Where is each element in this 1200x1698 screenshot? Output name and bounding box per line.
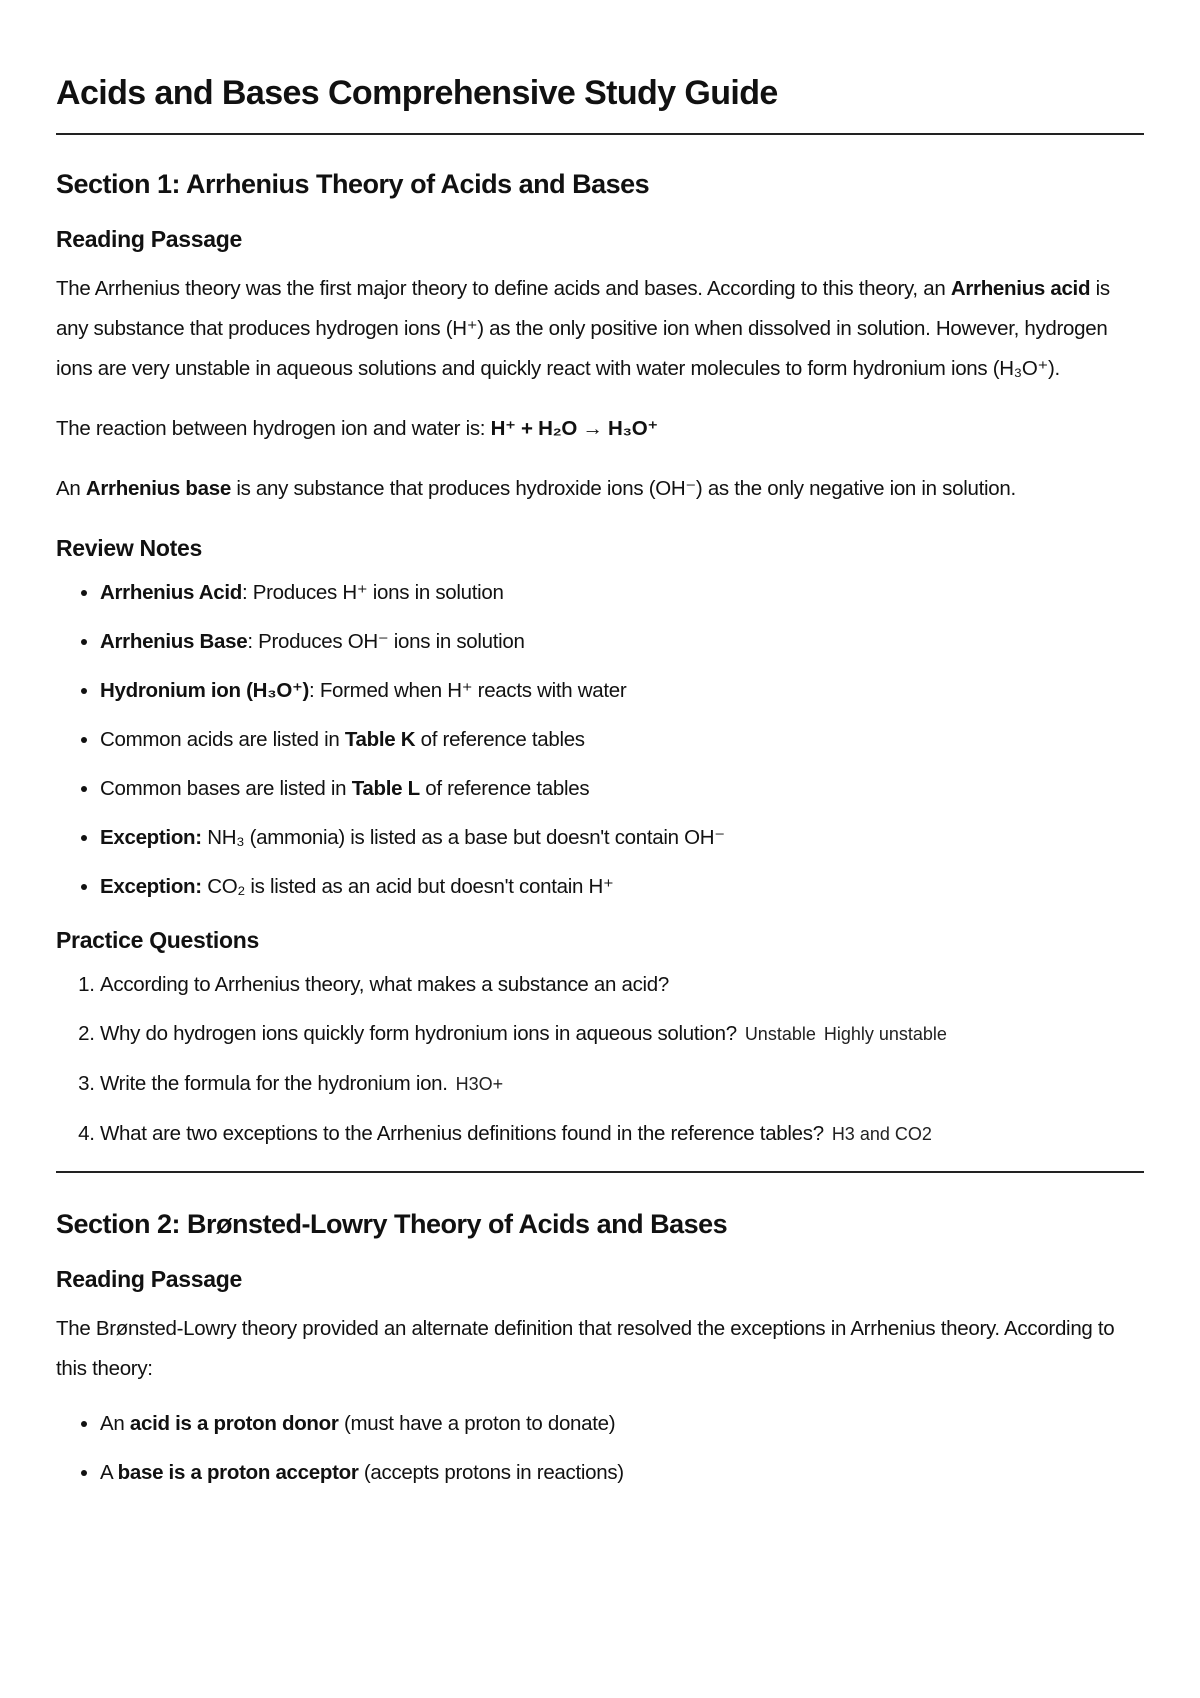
term-arrhenius-acid: Arrhenius acid <box>950 277 1091 300</box>
section-1-paragraph-1: The Arrhenius theory was the first major theory to define acids and bases. According to this theory, an Arrhenius acid is any substance that produces hydrogen ions (H⁺) as the only positive ion when dissolved in solution. However, hydrogen ions are very unstable in aqueous solutions and quickly react with water molecules to form hydronium ions (H₃O⁺). <box>56 277 1110 380</box>
section-2-heading: Section 2: Brønsted-Lowry Theory of Acids and Bases <box>56 1209 728 1239</box>
section-2-bullets <box>56 1409 1144 1487</box>
section-1 <box>56 169 1144 1149</box>
list-item: • A base is a proton acceptor (accepts protons in reactions) <box>100 1458 1144 1487</box>
list-item: • An acid is a proton donor (must have a proton to donate) <box>100 1409 1144 1438</box>
section-2-reading-heading: Reading Passage <box>56 1266 242 1292</box>
practice-question: 4. What are two exceptions to the Arrhenius definitions found in the reference tables? H3 and CO2 <box>100 1119 1144 1149</box>
list-item: • Arrhenius Base: Produces OH⁻ ions in solution <box>100 627 1144 656</box>
practice-questions-list <box>56 970 1144 1149</box>
section-2-paragraph-1: The Brønsted-Lowry theory provided an alternate definition that resolved the exceptions in Arrhenius theory. According to this theory: <box>56 1317 1115 1380</box>
list-item: • Exception: NH₃ (ammonia) is listed as a base but doesn't contain OH⁻ <box>100 823 1144 852</box>
practice-question: 2. Why do hydrogen ions quickly form hydronium ions in aqueous solution? Unstable Highly unstable <box>100 1019 1144 1049</box>
answer-text: H3 and CO2 <box>831 1124 932 1144</box>
answer-text: Unstable <box>744 1024 816 1044</box>
list-item: • Hydronium ion (H₃O⁺): Formed when H⁺ reacts with water <box>100 676 1144 705</box>
list-item: • Common bases are listed in Table L of reference tables <box>100 774 1144 803</box>
answer-text: H3O+ <box>455 1074 504 1094</box>
list-item: • Arrhenius Acid: Produces H⁺ ions in solution <box>100 578 1144 607</box>
section-1-reading-heading: Reading Passage <box>56 226 242 252</box>
practice-question: 1. According to Arrhenius theory, what makes a substance an acid? <box>100 970 1144 999</box>
practice-question: 3. Write the formula for the hydronium ion. H3O+ <box>100 1069 1144 1099</box>
list-item: • Exception: CO₂ is listed as an acid but doesn't contain H⁺ <box>100 872 1144 901</box>
reaction-equation: H⁺ + H₂O → H₃O⁺ <box>490 417 658 440</box>
review-notes-heading: Review Notes <box>56 535 202 561</box>
answer-text: Highly unstable <box>823 1024 947 1044</box>
section-divider <box>56 1171 1144 1173</box>
review-notes-list <box>56 578 1144 901</box>
section-2 <box>56 1209 1144 1487</box>
section-1-paragraph-3: An Arrhenius base is any substance that produces hydroxide ions (OH⁻) as the only negative ion in solution. <box>56 477 1016 500</box>
term-arrhenius-base: Arrhenius base <box>85 477 231 500</box>
page-title: Acids and Bases Comprehensive Study Guide <box>56 74 778 112</box>
section-1-paragraph-2: The reaction between hydrogen ion and water is: H⁺ + H₂O → H₃O⁺ <box>56 417 658 440</box>
section-1-heading: Section 1: Arrhenius Theory of Acids and Bases <box>56 169 650 199</box>
list-item: • Common acids are listed in Table K of reference tables <box>100 725 1144 754</box>
practice-questions-heading: Practice Questions <box>56 927 259 953</box>
title-divider <box>56 133 1144 135</box>
